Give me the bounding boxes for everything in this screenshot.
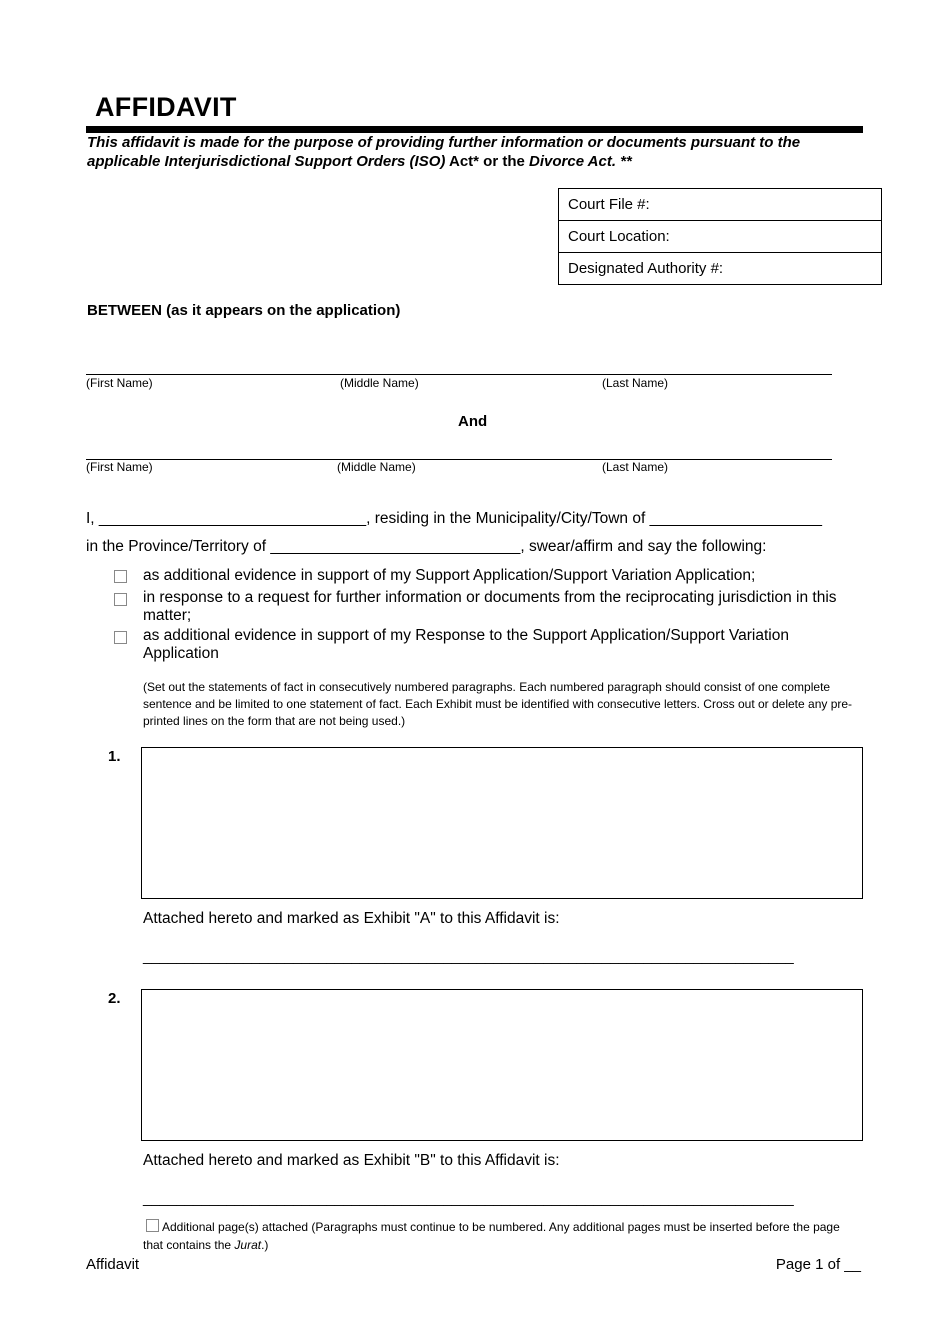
party1-name-line[interactable] (86, 374, 832, 375)
additional-pages-text (143, 1218, 859, 1254)
exhibit-a-line[interactable]: ______________________________________________________________________________ (143, 948, 794, 965)
footer-page-number: Page 1 of __ (775, 1256, 861, 1273)
intro-part1: This affidavit is made for the purpose of providing further information or documents pursuant to the applicable Interjurisdictional Support Orders (ISO) (87, 134, 801, 170)
party2-name-line[interactable] (86, 459, 832, 460)
jurat-text: Jurat (234, 1238, 262, 1252)
municipality-blank[interactable]: ____________________ (649, 510, 823, 527)
option-3-checkbox[interactable] (114, 631, 127, 644)
court-location-field[interactable] (559, 221, 881, 253)
exhibit-b-line[interactable]: ______________________________________________________________________________ (143, 1190, 794, 1207)
party1-middle-name-label: (Middle Name) (340, 376, 419, 390)
option-2-text: in response to a request for further information or documents from the reciprocating jurisdiction in this matter; (143, 589, 837, 624)
deponent-line (86, 510, 822, 528)
intro-part2: Act* or the (445, 153, 530, 170)
deponent-prefix: I, (86, 510, 99, 527)
party1-last-name-label: (Last Name) (602, 376, 669, 390)
title-rule (86, 126, 863, 133)
paragraph-1-number: 1. (108, 748, 121, 765)
exhibit-a-label: Attached hereto and marked as Exhibit "A" to this Affidavit is: (143, 910, 560, 927)
page-title: AFFIDAVIT (95, 92, 237, 122)
intro-part3: Divorce Act. ** (529, 153, 632, 170)
designated-authority-label: Designated Authority #: (568, 260, 724, 277)
province-line (86, 538, 766, 556)
party2-last-name-label: (Last Name) (602, 460, 669, 474)
party1-first-name-label: (First Name) (86, 376, 153, 390)
party2-first-name-label: (First Name) (86, 460, 153, 474)
court-file-label: Court File #: (568, 196, 650, 213)
option-3-text: as additional evidence in support of my Response to the Support Application/Support Variation Application (143, 627, 789, 662)
court-file-field[interactable] (559, 189, 881, 221)
party2-middle-name-label: (Middle Name) (337, 460, 416, 474)
province-blank[interactable]: _____________________________ (270, 538, 521, 555)
and-label: And (458, 413, 488, 430)
deponent-name-blank[interactable]: _______________________________ (98, 510, 367, 527)
paragraph-2-number: 2. (108, 990, 121, 1007)
swear-text: , swear/affirm and say the following: (520, 538, 767, 555)
option-1-text: as additional evidence in support of my Support Application/Support Variation Application; (143, 567, 756, 584)
court-info-box (558, 188, 882, 285)
designated-authority-field[interactable] (559, 253, 881, 284)
additional-pages-main: Additional page(s) attached (Paragraphs must continue to be numbered. Any additional pages must be inserted before the page that contains the (143, 1220, 840, 1252)
intro-text (87, 133, 877, 171)
paragraph-1-textbox[interactable] (141, 747, 863, 899)
court-location-label: Court Location: (568, 228, 670, 245)
residing-text: , residing in the Municipality/City/Town of (366, 510, 650, 527)
paragraph-2-textbox[interactable] (141, 989, 863, 1141)
province-prefix: in the Province/Territory of (86, 538, 271, 555)
additional-pages-end: .) (261, 1238, 269, 1252)
instructions-note: (Set out the statements of fact in consecutively numbered paragraphs. Each numbered paragraph should consist of one complete sentence and be limited to one statement of fact. Each Exhibit must be identified with consecutive letters. Cross out or delete any pre-printed lines on the form that are not being used.) (143, 680, 853, 728)
between-heading: BETWEEN (as it appears on the application) (87, 302, 401, 319)
option-1-checkbox[interactable] (114, 570, 127, 583)
footer-form-name: Affidavit (86, 1256, 140, 1273)
option-2-checkbox[interactable] (114, 593, 127, 606)
exhibit-b-label: Attached hereto and marked as Exhibit "B" to this Affidavit is: (143, 1152, 560, 1169)
